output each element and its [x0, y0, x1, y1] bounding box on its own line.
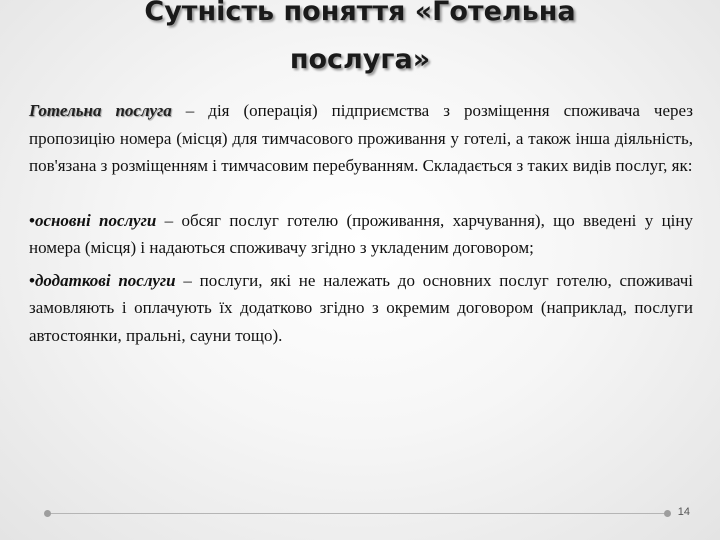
slide-title-line-1: Сутність поняття «Готельна: [144, 0, 576, 27]
page-number: 14: [677, 506, 690, 518]
slide-body: [29, 97, 693, 349]
bullet-item-main-services: [29, 207, 693, 262]
bullet-term-additional-services: додаткові послуги: [34, 270, 176, 290]
spacer: [29, 180, 693, 207]
bullet-item-additional-services: [29, 267, 693, 350]
bullet-text-additional-services: – послуги, які не належать до основних послуг готелю, споживачі замовляють і оплачують їх додатково згідно з окремим договором (наприклад, послуги автостоянки, пральні, сауни тощо).: [29, 270, 693, 345]
footer-dot-left: [44, 510, 51, 517]
slide-title: [0, 0, 720, 84]
footer-divider: [50, 513, 670, 514]
definition-paragraph: [29, 97, 693, 180]
bullet-term-main-services: основні послуги: [34, 210, 157, 230]
bullet-text-main-services: – обсяг послуг готелю (проживання, харчування), що введені у ціну номера (місця) і надаються споживачу згідно з укладеним договором;: [29, 210, 693, 257]
footer-dot-right: [664, 510, 671, 517]
slide-title-line-2: послуга»: [289, 44, 431, 75]
definition-text: – дія (операція) підприємства з розміщення споживача через пропозицію номера (місця) для тимчасового проживання у готелі, а також інша діяльність, пов'язана з розміщенням і тимчасовим перебуванням. Складається з таких видів послуг, як:: [29, 101, 693, 175]
bullet-marker: •: [29, 270, 35, 290]
bullet-marker: •: [29, 210, 35, 230]
definition-term: Готельна послуга: [29, 101, 172, 120]
